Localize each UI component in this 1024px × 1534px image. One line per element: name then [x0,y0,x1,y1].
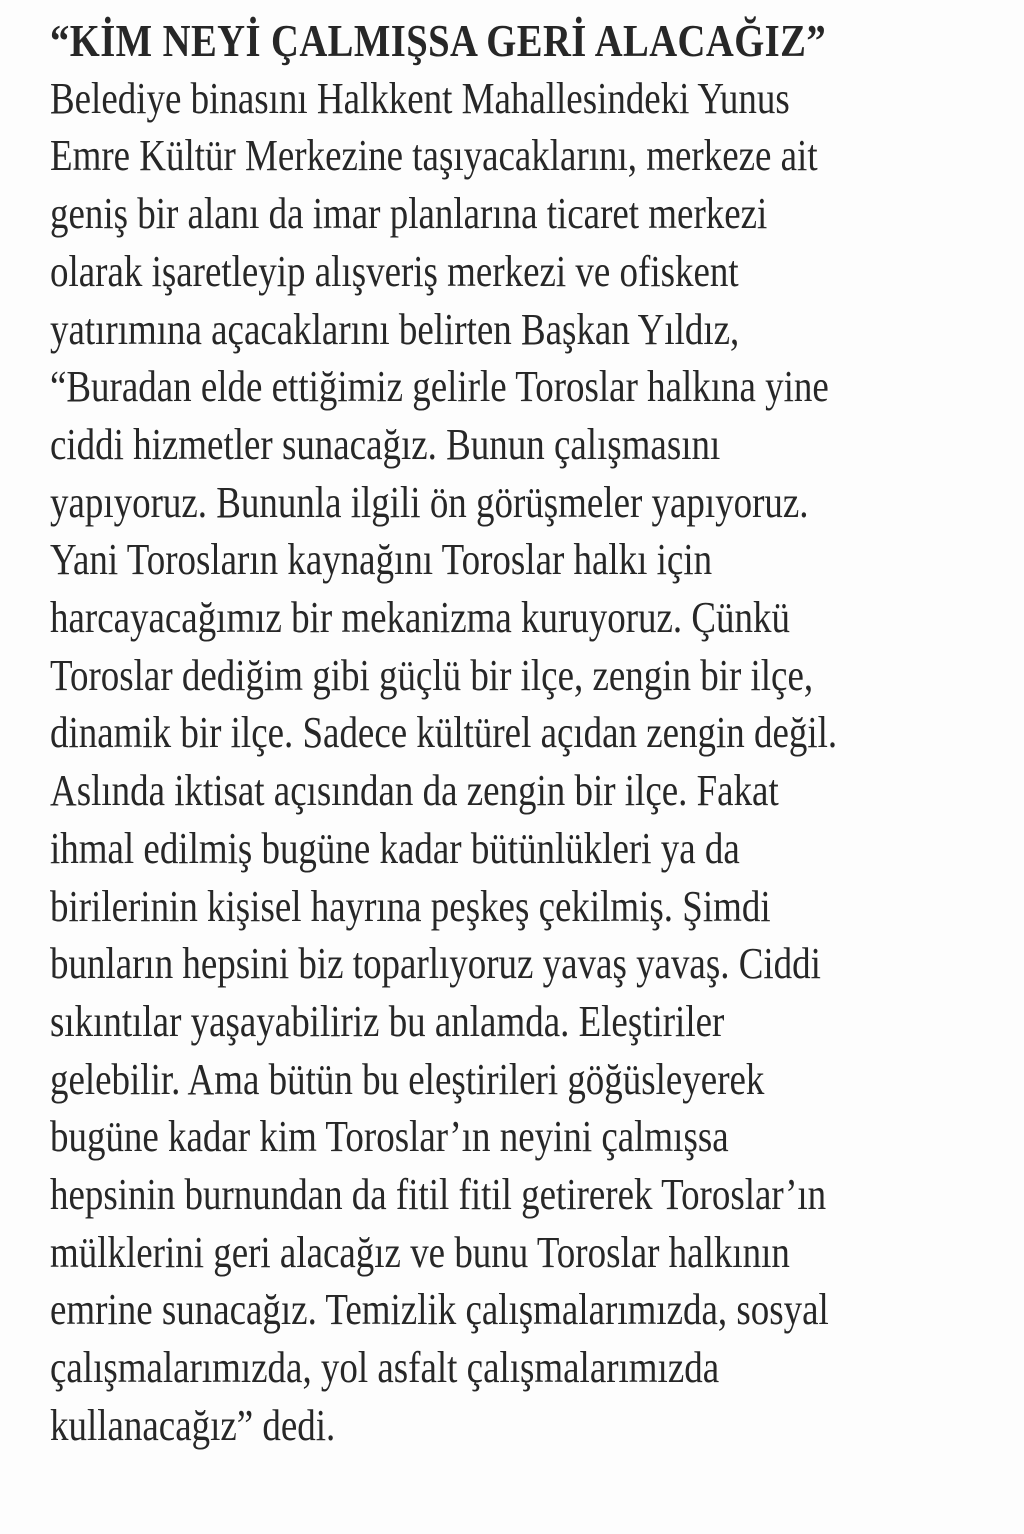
paragraph-line: harcayacağımız bir mekanizma kuruyoruz. Çünkü [50,593,790,643]
paragraph-line: çalışmalarımızda, yol asfalt çalışmalarımızda [50,1343,720,1393]
paragraph-line: emrine sunacağız. Temizlik çalışmalarımızda, sosyal [50,1285,829,1335]
paragraph-line: “Buradan elde ettiğimiz gelirle Toroslar halkına yine [50,362,829,412]
paragraph-line: Aslında iktisat açısından da zengin bir ilçe. Fakat [50,766,779,816]
paragraph-line: yatırımına açacaklarını belirten Başkan Yıldız, [50,304,740,354]
paragraph-line: Yani Torosların kaynağını Toroslar halkı için [50,535,713,585]
paragraph-line: kullanacağız” dedi. [50,1400,336,1450]
paragraph-line: birilerinin kişisel hayrına peşkeş çekilmiş. Şimdi [50,881,771,931]
paragraph-line: Toroslar dediğim gibi güçlü bir ilçe, zengin bir ilçe, [50,650,814,700]
paragraph-line: ciddi hizmetler sunacağız. Bunun çalışmasını [50,419,721,469]
paragraph-line: olarak işaretleyip alışveriş merkezi ve ofiskent [50,246,739,296]
paragraph-line: geniş bir alanı da imar planlarına ticaret merkezi [50,189,768,239]
paragraph-line: ihmal edilmiş bugüne kadar bütünlükleri ya da [50,823,740,873]
paragraph-line: sıkıntılar yaşayabiliriz bu anlamda. Eleştiriler [50,996,725,1046]
paragraph-line: bugüne kadar kim Toroslar’ın neyini çalmışsa [50,1112,729,1162]
paragraph-line: Emre Kültür Merkezine taşıyacaklarını, merkeze ait [50,131,818,181]
paragraph-line: hepsinin burnundan da fitil fitil getirerek Toroslar’ın [50,1170,827,1220]
article-text [50,12,1024,1455]
paragraph-line: gelebilir. Ama bütün bu eleştirileri göğüsleyerek [50,1054,765,1104]
paragraph-line: Belediye binasını Halkkent Mahallesindeki Yunus [50,73,790,123]
article-headline: “KİM NEYİ ÇALMIŞSA GERİ ALACAĞIZ” [50,15,827,66]
paragraph-line: mülklerini geri alacağız ve bunu Toroslar halkının [50,1227,790,1277]
paragraph-line: bunların hepsini biz toparlıyoruz yavaş yavaş. Ciddi [50,939,821,989]
paragraph-line: yapıyoruz. Bununla ilgili ön görüşmeler yapıyoruz. [50,477,809,527]
paragraph-line: dinamik bir ilçe. Sadece kültürel açıdan zengin değil. [50,708,838,758]
